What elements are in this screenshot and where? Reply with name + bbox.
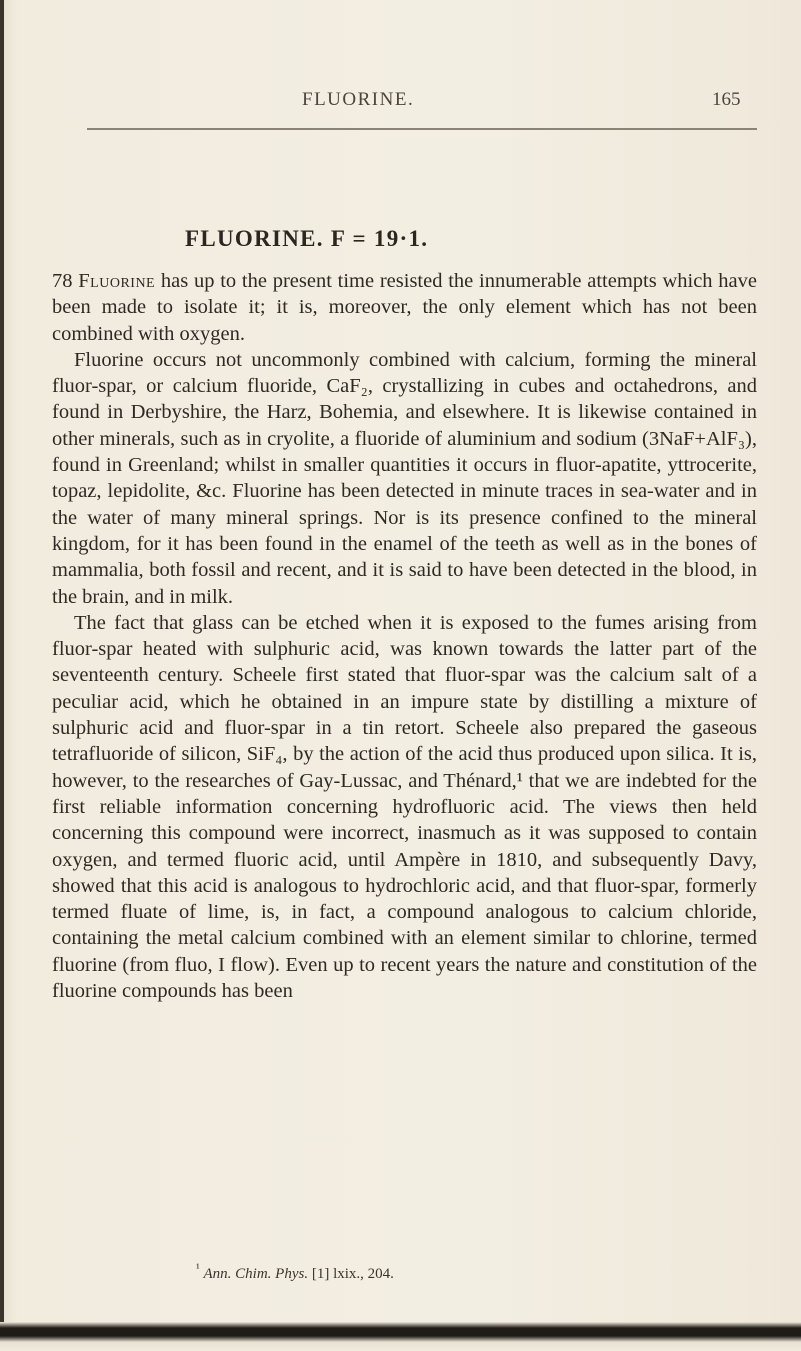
- lead-word: Fluorine: [78, 270, 156, 292]
- paragraph-1-text: has up to the present time resisted the innumerable attempts which have been made to isolate it; it is, moreover, the only element which has not been combined with oxygen.: [52, 270, 758, 345]
- paragraph-2-text: Fluorine occurs not uncommonly combined with calcium, forming the mineral fluor-spar, or calcium fluoride, CaF₂, crystallizing in cubes and octahedrons, and found in Derbyshire, the Harz, Bohemia, and elsewhere. It is likewise contained in other minerals, such as in cryolite, a fluoride of aluminium and sodium (3NaF+AlF₃), found in Greenland; whilst in smaller quantities it occurs in fluor-apatite, yttrocerite, topaz, lepidolite, &c. Fluorine has been detected in minute traces in sea-water and in the water of many mineral springs. Nor is its presence confined to the mineral kingdom, for it has been found in the enamel of the teeth as well as in the bones of mammalia, both fossil and recent, and it is said to have been detected in the blood, in the brain, and in milk.: [52, 348, 757, 608]
- paragraph-3: [52, 610, 757, 1004]
- footnote-reference: [1] lxix., 204.: [311, 1266, 394, 1282]
- header-rule: [87, 128, 757, 130]
- body-text: [52, 268, 757, 1004]
- section-heading: FLUORINE. F = 19·1.: [185, 226, 429, 251]
- paragraph-3-text: The fact that glass can be etched when it is exposed to the fumes arising from fluor-spar heated with sulphuric acid, was known towards the latter part of the seventeenth century. Scheele first stated that fluor-spar was the calcium salt of a peculiar acid, which he obtained in an impure state by distilling a mixture of sulphuric acid and fluor-spar in a tin retort. Scheele also prepared the gaseous tetrafluoride of silicon, SiF₄, by the action of the acid thus produced upon silica. It is, however, to the researches of Gay-Lussac, and Thénard,¹ that we are indebted for the first reliable information concerning hydrofluoric acid. The views then held concerning this compound were incorrect, inasmuch as it was supposed to contain oxygen, and termed fluoric acid, until Ampère in 1810, and subsequently Davy, showed that this acid is analogous to hydrochloric acid, and that fluor-spar, formerly termed fluate of lime, is, in fact, a compound analogous to calcium chloride, containing the metal calcium combined with an element similar to chlorine, termed fluorine (from fluo, I flow). Even up to recent years the nature and constitution of the fluorine compounds has been: [52, 611, 757, 1003]
- running-head: [0, 89, 801, 113]
- paragraph-1: [52, 268, 757, 347]
- page-gutter-edge: [0, 0, 4, 1351]
- footnote-marker: ¹: [196, 1261, 200, 1275]
- page-number: 165: [712, 89, 741, 110]
- running-title: FLUORINE.: [302, 89, 415, 110]
- section-number: 78: [52, 270, 73, 292]
- footnote: [196, 1261, 394, 1283]
- paragraph-2: [52, 347, 757, 610]
- page-bottom-edge: [0, 1322, 801, 1351]
- footnote-source: Ann. Chim. Phys.: [203, 1266, 309, 1282]
